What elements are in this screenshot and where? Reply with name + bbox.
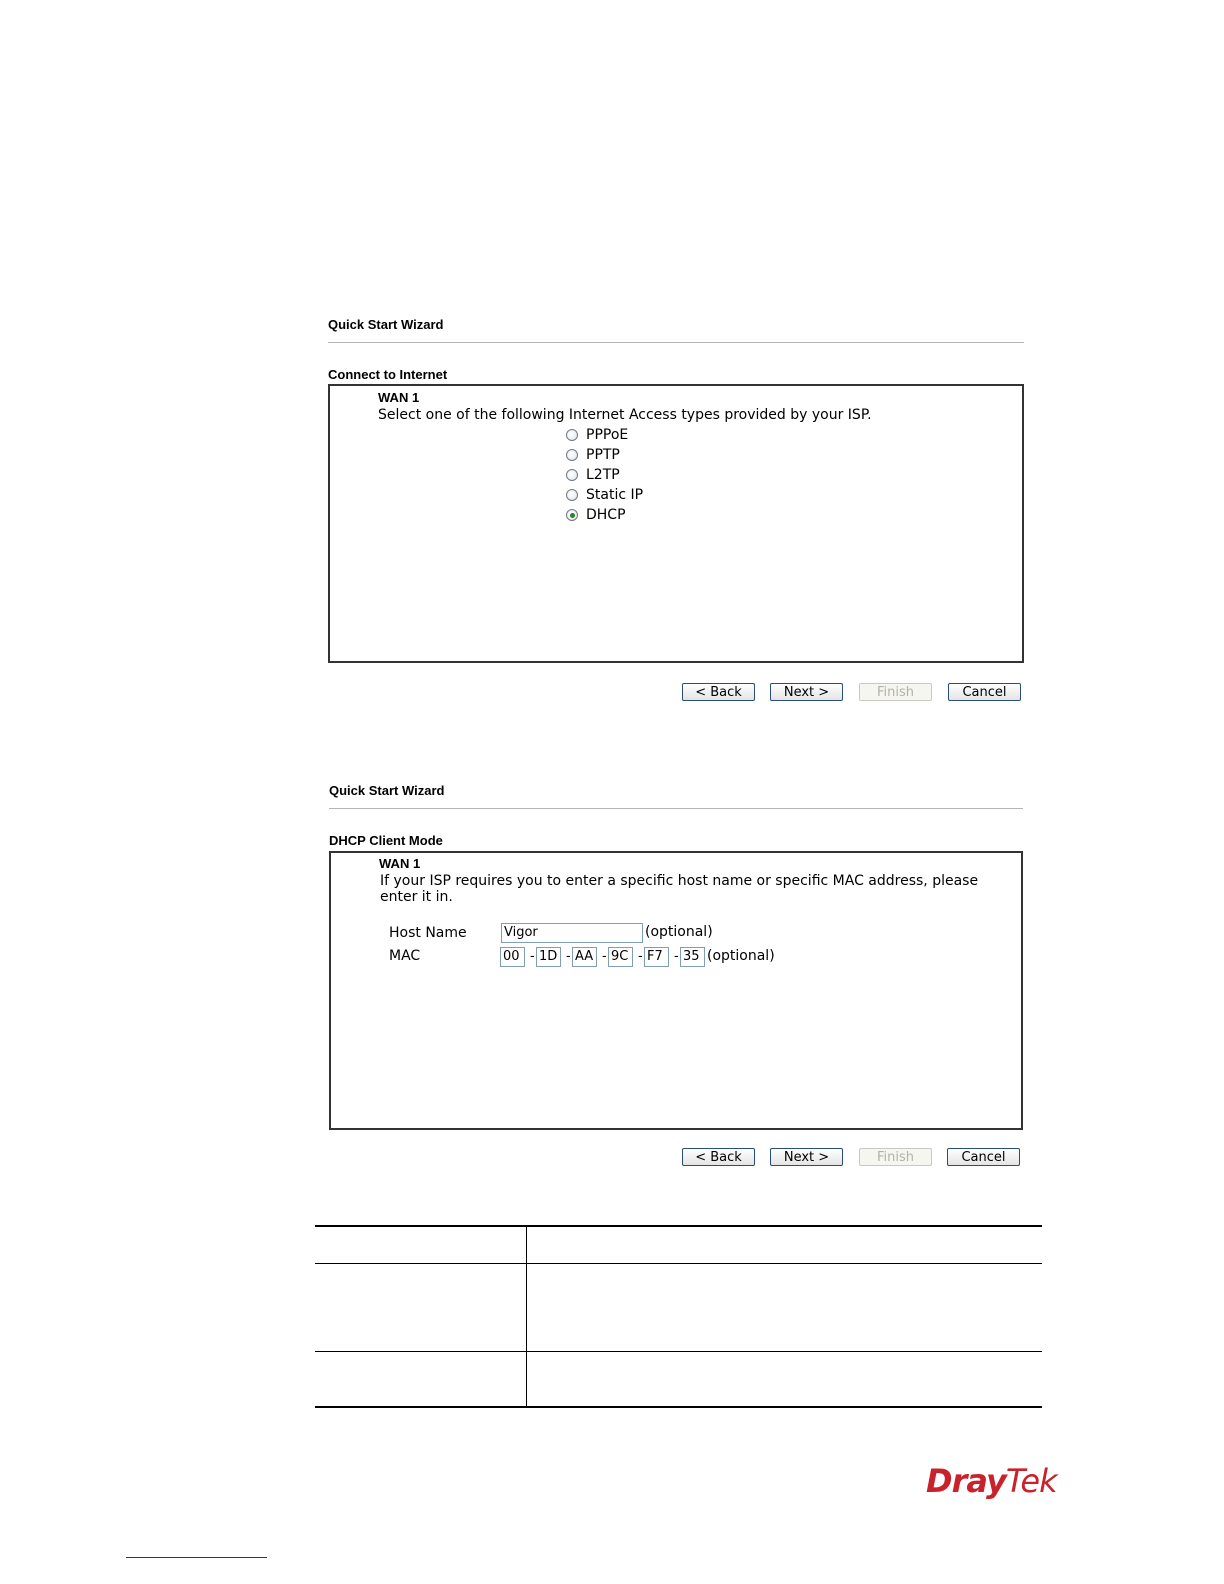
radio-option-l2tp[interactable]: [566, 465, 643, 485]
access-type-instruction: Select one of the following Internet Access types provided by your ISP.: [378, 407, 872, 423]
radio-option-pptp[interactable]: [566, 445, 643, 465]
radio-dhcp[interactable]: [566, 509, 578, 521]
mac-octet-6-input[interactable]: 35: [680, 947, 705, 967]
mac-octet-4-input[interactable]: 9C: [608, 947, 633, 967]
wan-label: WAN 1: [378, 390, 420, 405]
radio-pptp[interactable]: [566, 449, 578, 461]
radio-label: PPPoE: [586, 427, 629, 443]
mac-separator: -: [602, 949, 607, 964]
table-bottom-border: [315, 1406, 1042, 1408]
table-column-divider: [526, 1226, 527, 1407]
radio-option-dhcp[interactable]: [566, 505, 643, 525]
table-top-border: [315, 1225, 1042, 1227]
radio-option-static-ip[interactable]: [566, 485, 643, 505]
footer-link-underline: [126, 1557, 267, 1558]
next-button[interactable]: Next >: [770, 683, 843, 701]
wizard2-title-divider: [329, 808, 1023, 809]
dhcp-instruction-line2: enter it in.: [380, 889, 453, 905]
dhcp-instruction-line1: If your ISP requires you to enter a specific host name or specific MAC address, please: [380, 873, 979, 889]
radio-option-pppoe[interactable]: [566, 425, 643, 445]
host-name-input[interactable]: Vigor: [501, 923, 643, 943]
host-name-label: Host Name: [389, 925, 467, 941]
radio-l2tp[interactable]: [566, 469, 578, 481]
logo-dray: Dray: [926, 1462, 1006, 1500]
mac-separator: -: [638, 949, 643, 964]
next-button[interactable]: Next >: [770, 1148, 843, 1166]
mac-octet-5-input[interactable]: F7: [644, 947, 669, 967]
draytek-logo: [926, 1462, 1057, 1500]
host-name-optional: (optional): [645, 924, 713, 940]
radio-static-ip[interactable]: [566, 489, 578, 501]
mac-separator: -: [566, 949, 571, 964]
mac-separator: -: [530, 949, 535, 964]
mac-octet-2-input[interactable]: 1D: [536, 947, 561, 967]
radio-pppoe[interactable]: [566, 429, 578, 441]
cancel-button[interactable]: Cancel: [947, 1148, 1020, 1166]
wizard1-title: Quick Start Wizard: [328, 317, 444, 332]
wizard1-title-divider: [328, 342, 1024, 343]
mac-octet-3-input[interactable]: AA: [572, 947, 597, 967]
back-button[interactable]: < Back: [682, 1148, 755, 1166]
radio-label: Static IP: [586, 487, 644, 503]
radio-label: L2TP: [586, 467, 620, 483]
mac-optional: (optional): [707, 948, 775, 964]
access-type-radio-group: [566, 425, 643, 525]
mac-label: MAC: [389, 948, 421, 964]
radio-label: DHCP: [586, 507, 626, 523]
mac-octet-1-input[interactable]: 00: [500, 947, 525, 967]
wan-label: WAN 1: [379, 856, 421, 871]
mac-separator: -: [674, 949, 679, 964]
wizard2-panel: [329, 851, 1023, 1130]
cancel-button[interactable]: Cancel: [948, 683, 1021, 701]
finish-button[interactable]: Finish: [859, 1148, 932, 1166]
table-row-divider: [315, 1263, 1042, 1264]
radio-label: PPTP: [586, 447, 620, 463]
logo-tek: Tek: [1005, 1462, 1057, 1500]
wizard2-title: Quick Start Wizard: [329, 783, 445, 798]
table-row-divider: [315, 1351, 1042, 1352]
wizard1-section-title: Connect to Internet: [328, 367, 448, 382]
finish-button[interactable]: Finish: [859, 683, 932, 701]
back-button[interactable]: < Back: [682, 683, 755, 701]
wizard1-panel: [328, 384, 1024, 663]
wizard2-section-title: DHCP Client Mode: [329, 833, 443, 848]
